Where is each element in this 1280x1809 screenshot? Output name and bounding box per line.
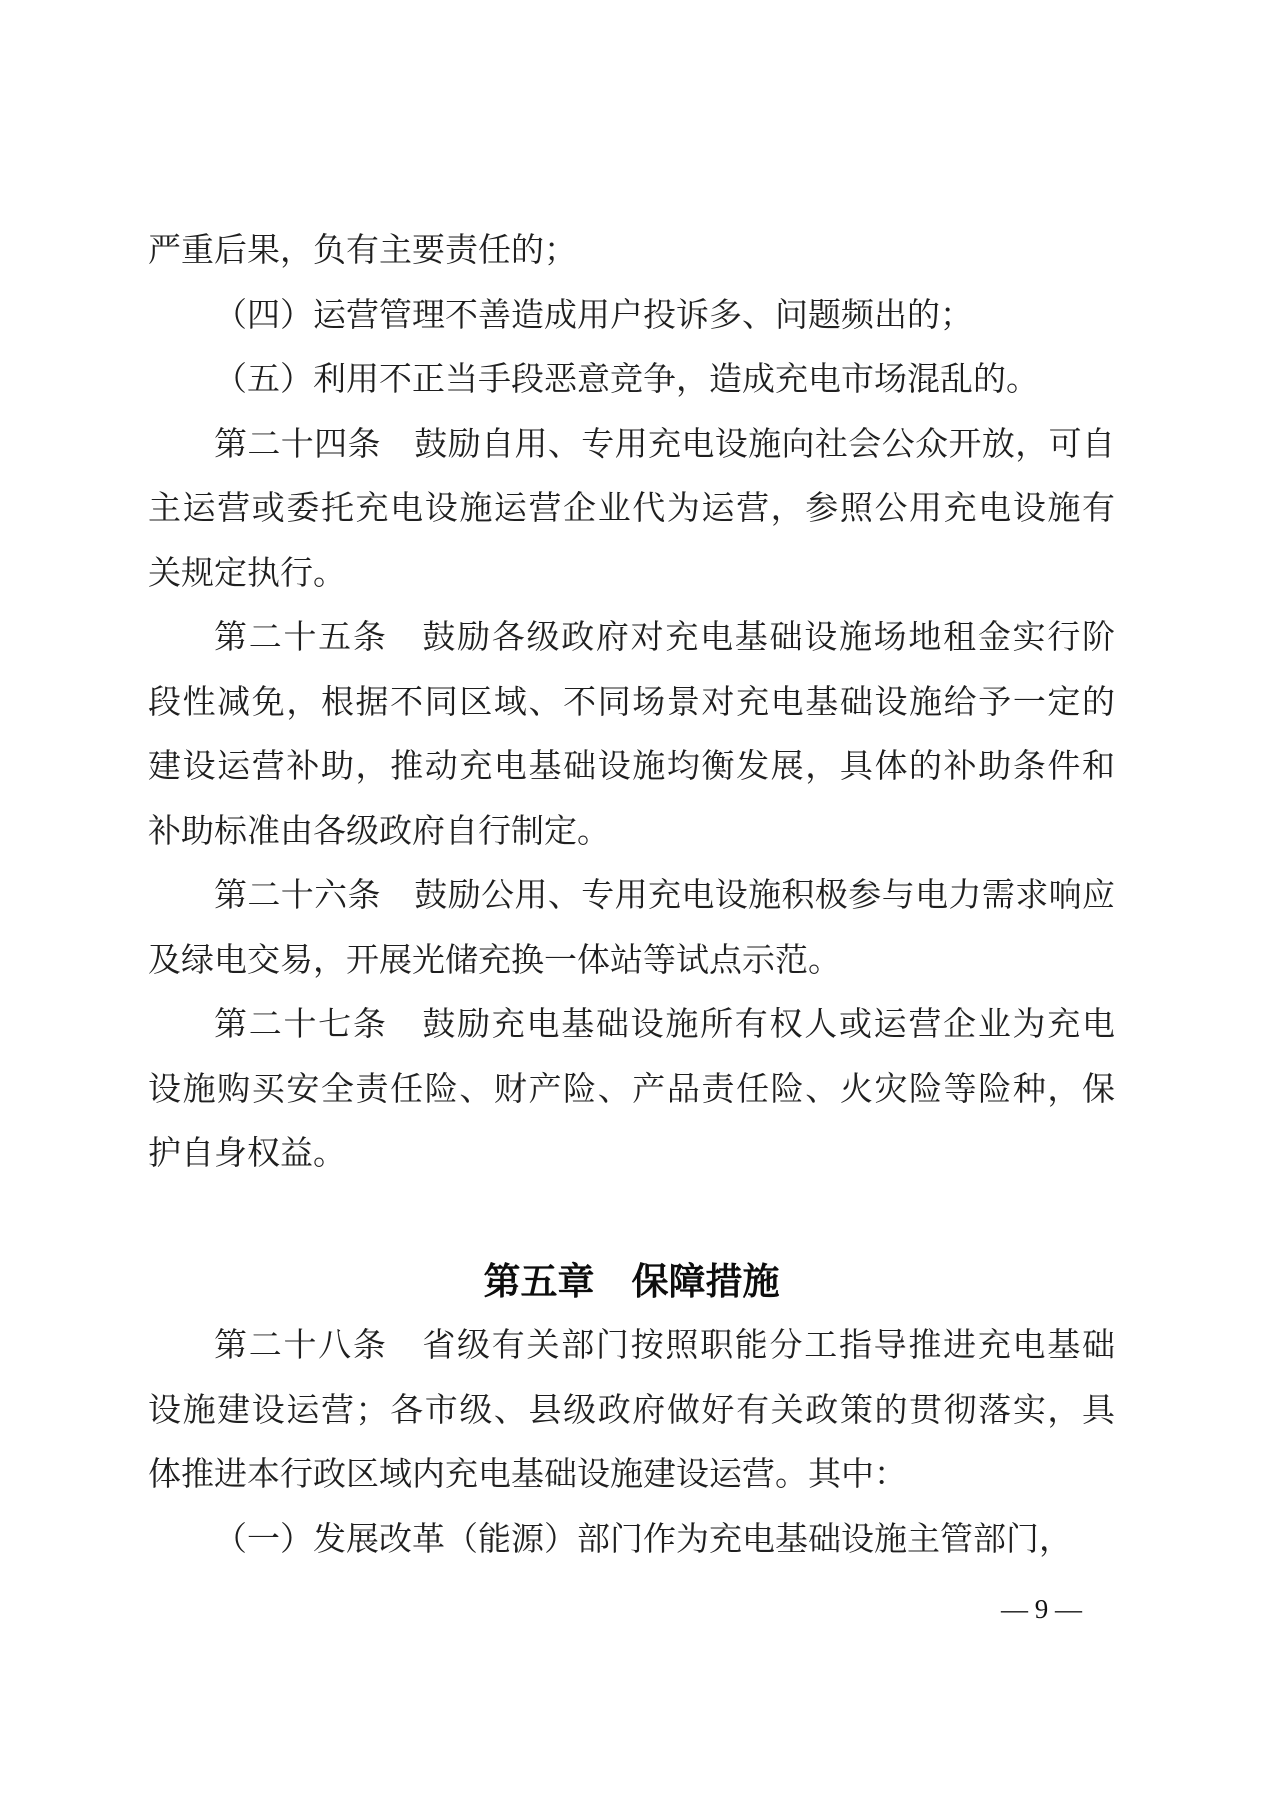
text-line: （一）发展改革（能源）部门作为充电基础设施主管部门， (214, 1521, 1072, 1558)
text-line: 第二十五条 鼓励各级政府对充电基础设施场地租金实行阶 (214, 620, 1115, 656)
text-line: （四）运营管理不善造成用户投诉多、问题频出的； (214, 297, 973, 334)
text-line: 段性减免，根据不同区域、不同场景对充电基础设施给予一定的 (148, 684, 1115, 721)
text-line: 设施建设运营；各市级、县级政府做好有关政策的贯彻落实，具 (148, 1392, 1115, 1429)
text-line: 关规定执行。 (148, 555, 346, 592)
chapter-heading: 第五章 保障措施 (483, 1260, 780, 1302)
text-line: 及绿电交易，开展光储充换一体站等试点示范。 (148, 942, 841, 979)
text-line: 建设运营补助，推动充电基础设施均衡发展，具体的补助条件和 (148, 749, 1115, 785)
text-line: 第二十四条 鼓励自用、专用充电设施向社会公众开放，可自 (214, 426, 1115, 463)
text-line: 第二十六条 鼓励公用、专用充电设施积极参与电力需求响应 (214, 878, 1115, 914)
document-body (148, 219, 1115, 1572)
text-line: 设施购买安全责任险、财产险、产品责任险、火灾险等险种，保 (148, 1071, 1115, 1108)
text-line: 护自身权益。 (148, 1136, 346, 1172)
text-line: 第二十八条 省级有关部门按照职能分工指导推进充电基础 (214, 1328, 1115, 1364)
text-line: 第二十七条 鼓励充电基础设施所有权人或运营企业为充电 (214, 1007, 1115, 1043)
page-number: — 9 — (1001, 1594, 1082, 1624)
text-line: 补助标准由各级政府自行制定。 (148, 813, 610, 850)
text-line: （五）利用不正当手段恶意竞争，造成充电市场混乱的。 (214, 362, 1039, 398)
text-line: 体推进本行政区域内充电基础设施建设运营。其中： (148, 1457, 907, 1493)
text-line: 主运营或委托充电设施运营企业代为运营，参照公用充电设施有 (148, 491, 1115, 527)
text-line: 严重后果，负有主要责任的； (148, 233, 577, 269)
